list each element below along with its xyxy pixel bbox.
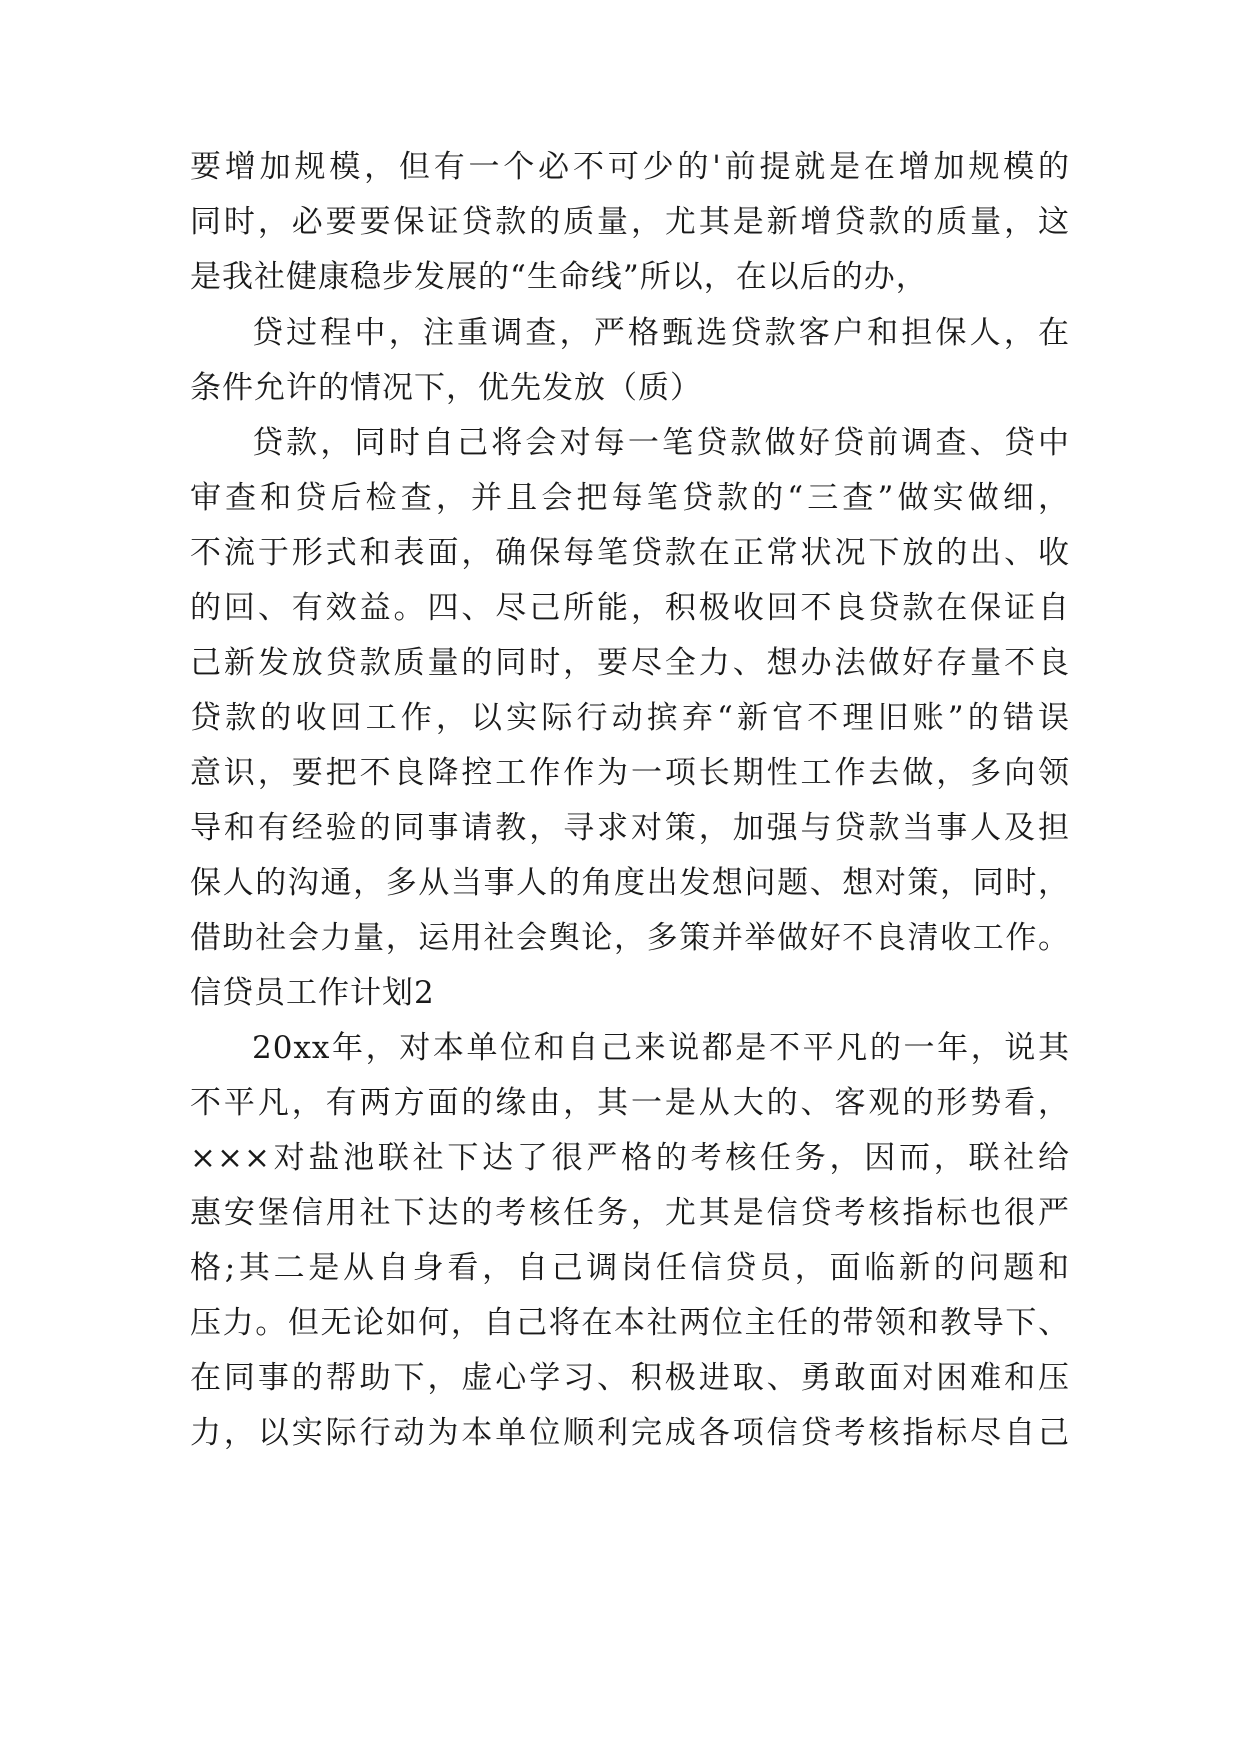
text-line: 不流于形式和表面，确保每笔贷款在正常状况下放的出、收 [190,535,1070,571]
text-line: 是我社健康稳步发展的“生命线”所以，在以后的办， [190,259,928,295]
text-line: 同时，必要要保证贷款的质量，尤其是新增贷款的质量，这 [190,204,1070,240]
text-line: 导和有经验的同事请教，寻求对策，加强与贷款当事人及担 [190,810,1070,846]
text-line: 不平凡，有两方面的缘由，其一是从大的、客观的形势看， [190,1085,1070,1121]
text-line: 的回、有效益。四、尽己所能，积极收回不良贷款在保证自 [190,590,1070,626]
text-line: 压力。但无论如何，自己将在本社两位主任的带领和教导下、 [190,1305,1070,1341]
text-line: 贷款，同时自己将会对每一笔贷款做好贷前调查、贷中 [252,425,1070,461]
text-line: 审查和贷后检查，并且会把每笔贷款的“三查”做实做细， [190,480,1070,516]
section-heading: 信贷员工作计划2 [190,975,435,1011]
text-line: 贷过程中，注重调查，严格甄选贷款客户和担保人，在 [252,315,1070,351]
text-line: 惠安堡信用社下达的考核任务，尤其是信贷考核指标也很严 [190,1195,1070,1231]
text-line: 在同事的帮助下，虚心学习、积极进取、勇敢面对困难和压 [190,1360,1070,1396]
text-line: 贷款的收回工作，以实际行动摈弃“新官不理旧账”的错误 [190,700,1070,736]
text-line: 格;其二是从自身看，自己调岗任信贷员，面临新的问题和 [190,1250,1070,1286]
text-line: 保人的沟通，多从当事人的角度出发想问题、想对策，同时， [190,865,1070,901]
text-line: ×××对盐池联社下达了很严格的考核任务，因而，联社给 [190,1140,1070,1176]
text-line: 条件允许的情况下，优先发放（质） [190,370,702,406]
text-line: 己新发放贷款质量的同时，要尽全力、想办法做好存量不良 [190,645,1070,681]
text-line: 20xx年，对本单位和自己来说都是不平凡的一年，说其 [252,1030,1070,1066]
text-line: 要增加规模，但有一个必不可少的'前提就是在增加规模的 [190,149,1070,185]
text-line: 借助社会力量，运用社会舆论，多策并举做好不良清收工作。 [190,920,1070,956]
text-line: 意识，要把不良降控工作作为一项长期性工作去做，多向领 [190,755,1070,791]
text-line: 力，以实际行动为本单位顺利完成各项信贷考核指标尽自己 [190,1415,1070,1451]
